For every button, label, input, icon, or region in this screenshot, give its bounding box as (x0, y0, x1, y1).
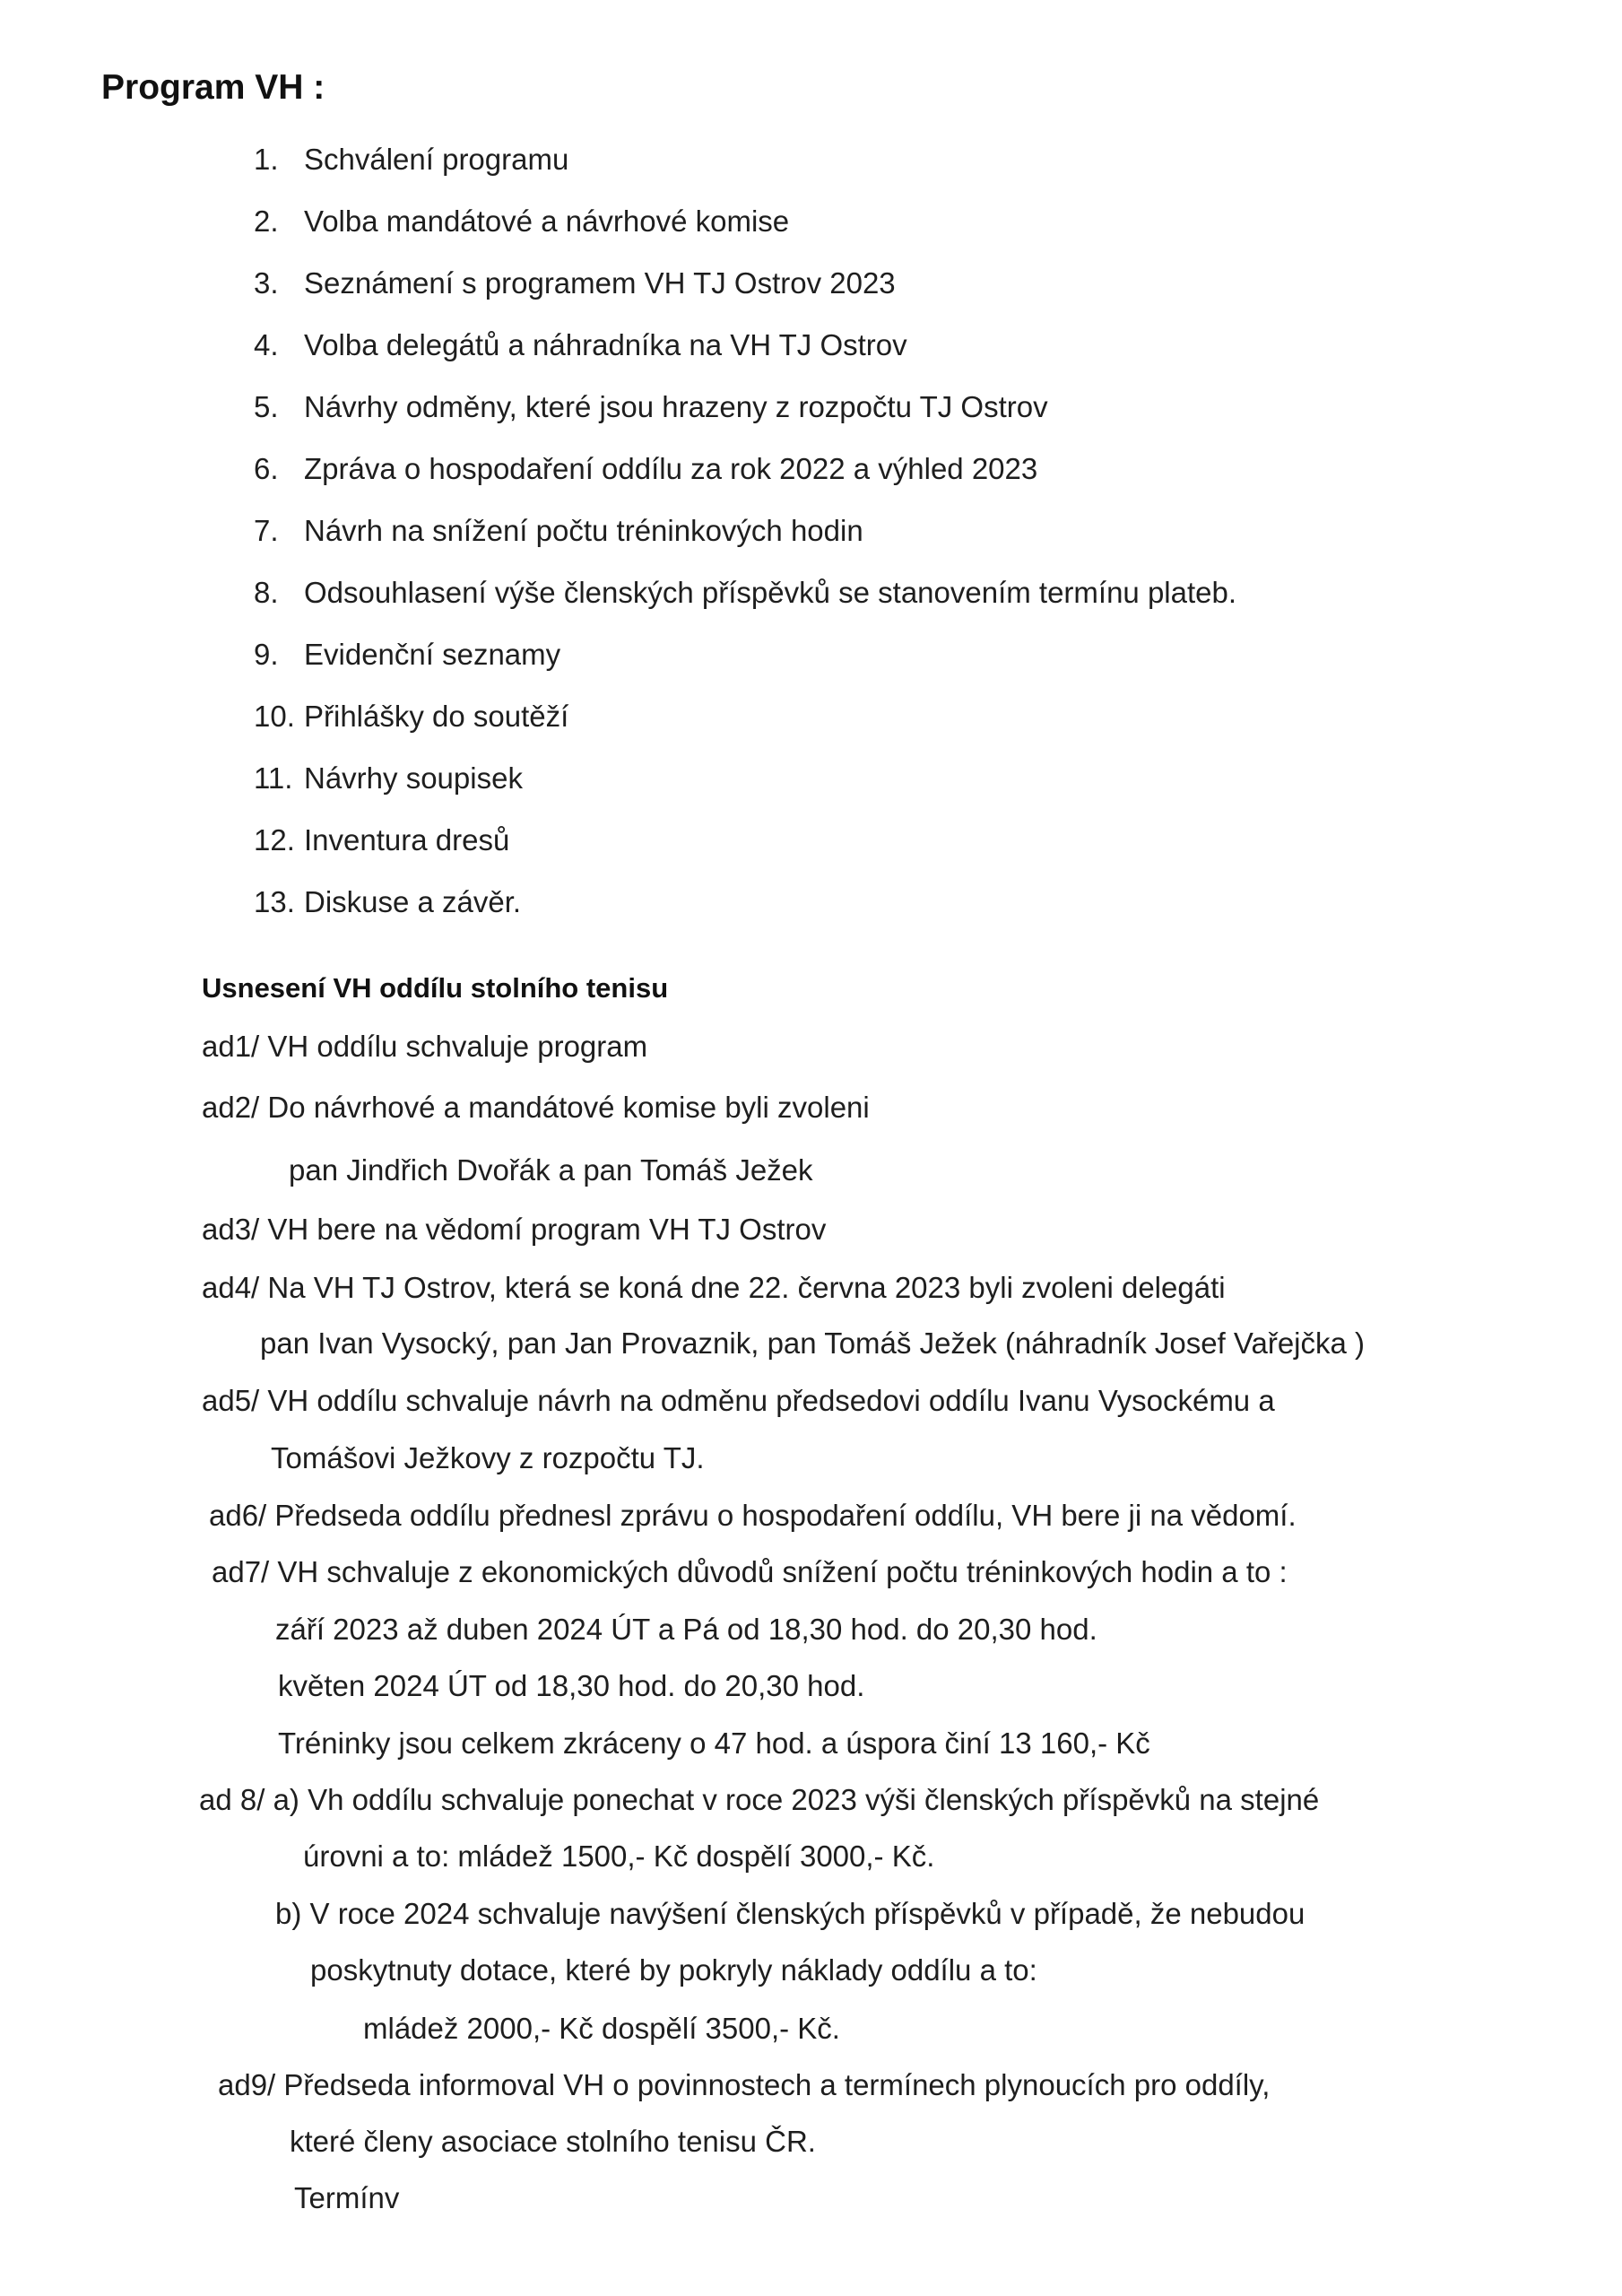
program-item-number: 9. (254, 638, 279, 671)
program-item-number: 10. (254, 700, 295, 733)
program-item-text: Přihlášky do soutěží (304, 700, 569, 733)
program-item (254, 265, 896, 301)
resolution-line: ad3/ VH bere na vědomí program VH TJ Ostrov (202, 1213, 827, 1246)
document-title: Program VH : (101, 68, 325, 107)
resolution-line: Tréninky jsou celkem zkráceny o 47 hod. a úspora činí 13 160,- Kč (278, 1726, 1150, 1760)
resolution-line: mládež 2000,- Kč dospělí 3500,- Kč. (363, 2012, 840, 2045)
resolution-line: ad9/ Předseda informoval VH o povinnostech a termínech plynoucích pro oddíly, (218, 2068, 1271, 2101)
program-item (254, 389, 1048, 425)
program-item-text: Seznámení s programem VH TJ Ostrov 2023 (304, 266, 896, 300)
resolution-line: poskytnuty dotace, které by pokryly náklady oddílu a to: (310, 1953, 1037, 1987)
program-item-number: 7. (254, 514, 279, 547)
program-item-number: 3. (254, 266, 279, 300)
program-item (254, 637, 560, 673)
program-item-text: Inventura dresů (304, 823, 510, 857)
resolution-line: které členy asociace stolního tenisu ČR. (290, 2125, 816, 2158)
resolution-line: ad5/ VH oddílu schvaluje návrh na odměnu předsedovi oddílu Ivanu Vysockému a (202, 1384, 1275, 1417)
program-item-text: Návrh na snížení počtu tréninkových hodin (304, 514, 863, 547)
program-item-number: 12. (254, 823, 295, 857)
program-item-text: Diskuse a závěr. (304, 885, 522, 918)
resolution-line: b) V roce 2024 schvaluje navýšení členských příspěvků v případě, že nebudou (275, 1897, 1305, 1930)
program-item (254, 451, 1037, 487)
resolution-line: ad2/ Do návrhové a mandátové komise byli zvoleni (202, 1091, 870, 1124)
resolution-heading: Usnesení VH oddílu stolního tenisu (202, 972, 669, 1004)
program-item-number: 1. (254, 143, 279, 176)
resolution-line: pan Ivan Vysocký, pan Jan Provaznik, pan Tomáš Ježek (náhradník Josef Vařejčka ) (260, 1326, 1366, 1360)
program-item-number: 4. (254, 328, 279, 361)
resolution-line: ad 8/ a) Vh oddílu schvaluje ponechat v roce 2023 výši členských příspěvků na stejné (199, 1783, 1320, 1816)
program-item-number: 5. (254, 390, 279, 423)
program-item-text: Evidenční seznamy (304, 638, 561, 671)
program-item-text: Zpráva o hospodaření oddílu za rok 2022 a výhled 2023 (304, 452, 1038, 485)
resolution-line: úrovni a to: mládež 1500,- Kč dospělí 3000,- Kč. (303, 1839, 935, 1873)
program-item-text: Volba mandátové a návrhové komise (304, 204, 790, 238)
program-item (254, 142, 568, 178)
program-item (254, 884, 521, 920)
resolution-line: ad1/ VH oddílu schvaluje program (202, 1030, 648, 1063)
program-item-text: Odsouhlasení výše členských příspěvků se stanovením termínu plateb. (304, 576, 1237, 609)
program-item-number: 8. (254, 576, 279, 609)
resolution-line: ad6/ Předseda oddílu přednesl zprávu o hospodaření oddílu, VH bere ji na vědomí. (209, 1499, 1297, 1532)
program-item-number: 13. (254, 885, 295, 918)
resolution-line: pan Jindřich Dvořák a pan Tomáš Ježek (289, 1153, 813, 1187)
program-item (254, 327, 907, 363)
program-item-text: Návrhy odměny, které jsou hrazeny z rozpočtu TJ Ostrov (304, 390, 1048, 423)
program-item-number: 11. (254, 761, 293, 795)
resolution-line: září 2023 až duben 2024 ÚT a Pá od 18,30 hod. do 20,30 hod. (275, 1613, 1097, 1646)
program-item-number: 6. (254, 452, 279, 485)
program-item (254, 575, 1236, 611)
program-item-number: 2. (254, 204, 279, 238)
program-item (254, 204, 789, 239)
resolution-line: ad7/ VH schvaluje z ekonomických důvodů snížení počtu tréninkových hodin a to : (212, 1555, 1288, 1588)
program-item-text: Volba delegátů a náhradníka na VH TJ Ostrov (304, 328, 907, 361)
resolution-line: Termínv (294, 2181, 400, 2214)
resolution-line: ad4/ Na VH TJ Ostrov, která se koná dne 22. června 2023 byli zvoleni delegáti (202, 1271, 1226, 1304)
program-item (254, 699, 568, 735)
resolution-line: Tomášovi Ježkovy z rozpočtu TJ. (271, 1441, 705, 1474)
program-item (254, 513, 863, 549)
program-item (254, 761, 523, 796)
program-item-text: Návrhy soupisek (304, 761, 523, 795)
program-item-text: Schválení programu (304, 143, 569, 176)
program-item (254, 822, 509, 858)
resolution-line: květen 2024 ÚT od 18,30 hod. do 20,30 hod. (278, 1669, 865, 1702)
